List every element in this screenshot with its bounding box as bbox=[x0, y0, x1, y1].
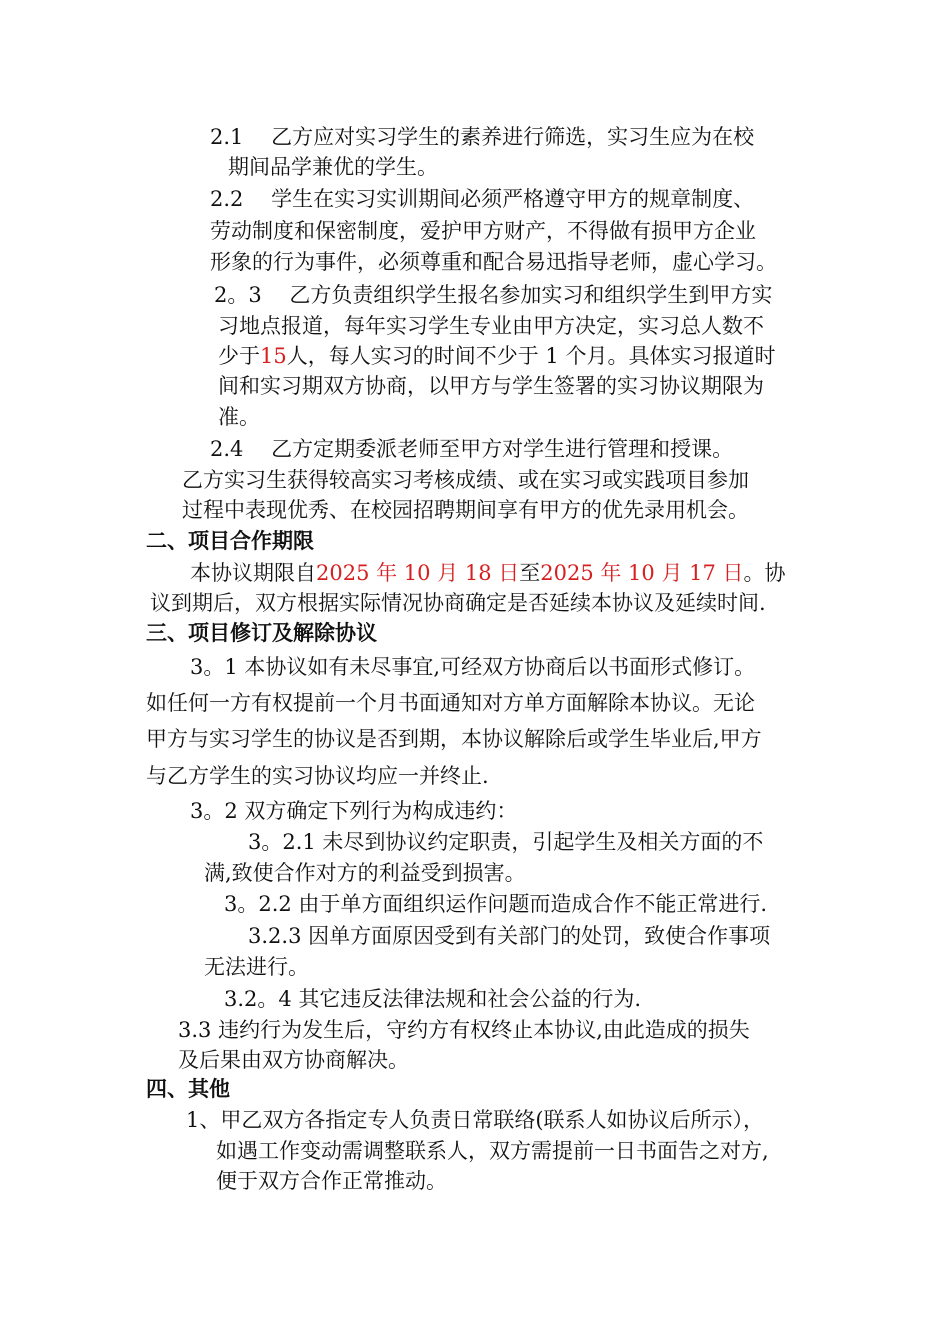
other-item-1-line-3: 便于双方合作正常推动。 bbox=[216, 1169, 447, 1193]
clause-2-3-line-5: 准。 bbox=[218, 405, 260, 429]
clause-2-3-text-a: 少于 bbox=[218, 344, 260, 368]
clause-3-1-line-4: 与乙方学生的实习协议均应一并终止. bbox=[146, 764, 489, 788]
term-start-date: 2025 年 10 月 18 日 bbox=[316, 561, 520, 585]
preferred-hiring-line-1: 乙方实习生获得较高实习考核成绩、或在实习或实践项目参加 bbox=[182, 468, 749, 492]
clause-3-3-line-2: 及后果由双方协商解决。 bbox=[178, 1048, 409, 1072]
clause-3-2-1-line-2: 满,致使合作对方的利益受到损害。 bbox=[204, 861, 526, 885]
clause-3-2-2: 3。2.2 由于单方面组织运作问题而造成合作不能正常进行. bbox=[224, 892, 768, 916]
section-3-heading: 三、项目修订及解除协议 bbox=[146, 620, 377, 645]
clause-3-2-3-line-1: 3.2.3 因单方面原因受到有关部门的处罚，致使合作事项 bbox=[248, 924, 771, 948]
term-line-2: 议到期后，双方根据实际情况协商确定是否延续本协议及延续时间. bbox=[150, 591, 766, 615]
clause-3-2-4: 3.2。4 其它违反法律法规和社会公益的行为. bbox=[224, 987, 642, 1011]
other-item-1-line-2: 如遇工作变动需调整联系人，双方需提前一日书面告之对方, bbox=[216, 1139, 769, 1163]
clause-3-3-line-1: 3.3 违约行为发生后，守约方有权终止本协议,由此造成的损失 bbox=[178, 1018, 750, 1042]
term-text-a: 本协议期限自 bbox=[190, 561, 316, 585]
other-item-1-line-1: 1、甲乙双方各指定专人负责日常联络(联系人如协议后所示）， bbox=[186, 1108, 765, 1132]
section-2-heading: 二、项目合作期限 bbox=[146, 528, 314, 553]
clause-3-2: 3。2 双方确定下列行为构成违约： bbox=[190, 799, 518, 823]
clause-3-1-line-2: 如任何一方有权提前一个月书面通知对方单方面解除本协议。无论 bbox=[146, 691, 755, 715]
clause-2-4-line-1: 2.4 乙方定期委派老师至甲方对学生进行管理和授课。 bbox=[210, 437, 734, 461]
clause-2-1-line-2: 期间品学兼优的学生。 bbox=[228, 155, 438, 179]
clause-2-1-line-1: 2.1 乙方应对实习学生的素养进行筛选，实习生应为在校 bbox=[210, 125, 755, 149]
clause-3-1-line-1: 3。1 本协议如有未尽事宜,可经双方协商后以书面形式修订。 bbox=[190, 655, 756, 679]
clause-2-2-line-2: 劳动制度和保密制度，爱护甲方财产，不得做有损甲方企业 bbox=[210, 219, 756, 243]
intern-count-value: 15 bbox=[260, 344, 287, 368]
clause-2-2-line-3: 形象的行为事件，必须尊重和配合易迅指导老师，虚心学习。 bbox=[210, 250, 777, 274]
clause-2-3-line-1: 2。3 乙方负责组织学生报名参加实习和组织学生到甲方实 bbox=[214, 283, 773, 307]
clause-3-2-1-line-1: 3。2.1 未尽到协议约定职责，引起学生及相关方面的不 bbox=[248, 830, 764, 854]
preferred-hiring-line-2: 过程中表现优秀、在校园招聘期间享有甲方的优先录用机会。 bbox=[182, 498, 749, 522]
clause-2-2-line-1: 2.2 学生在实习实训期间必须严格遵守甲方的规章制度、 bbox=[210, 187, 755, 211]
term-text-b: 至 bbox=[519, 561, 541, 585]
term-text-c: 。协 bbox=[743, 561, 786, 585]
clause-2-3-line-2: 习地点报道，每年实习学生专业由甲方决定，实习总人数不 bbox=[218, 314, 764, 338]
clause-2-3-text-b: 人，每人实习的时间不少于 1 个月。具体实习报道时 bbox=[286, 344, 776, 368]
term-end-date: 2025 年 10 月 17 日 bbox=[540, 561, 744, 585]
clause-2-3-line-3 bbox=[218, 343, 775, 369]
clause-2-3-line-4: 间和实习期双方协商，以甲方与学生签署的实习协议期限为 bbox=[218, 374, 764, 398]
section-4-heading: 四、其他 bbox=[146, 1076, 230, 1101]
clause-3-1-line-3: 甲方与实习学生的协议是否到期，本协议解除后或学生毕业后,甲方 bbox=[146, 727, 762, 751]
clause-3-2-3-line-2: 无法进行。 bbox=[204, 955, 309, 979]
term-line-1 bbox=[190, 560, 786, 586]
